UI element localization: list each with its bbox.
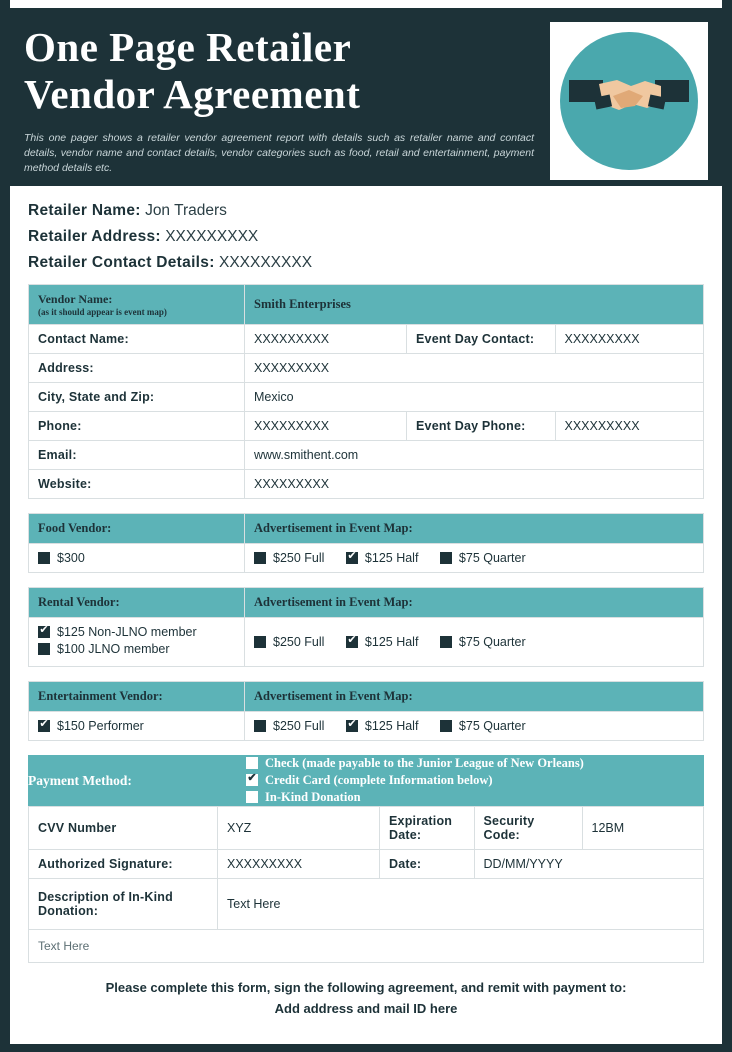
entertainment-vendor-options-row xyxy=(29,712,704,741)
table-row xyxy=(29,879,704,930)
vendor-address-value: XXXXXXXXX xyxy=(245,354,704,383)
retailer-name-row xyxy=(28,198,704,224)
checkbox-icon[interactable] xyxy=(246,791,258,803)
table-row xyxy=(29,354,704,383)
food-vendor-header-row xyxy=(29,514,704,544)
food-vendor-table xyxy=(28,513,704,573)
entertainment-vendor-ad-label: Advertisement in Event Map: xyxy=(245,682,704,712)
food-vendor-ad-options xyxy=(245,544,704,573)
retailer-name-label: Retailer Name: xyxy=(28,202,141,219)
rental-vendor-header-row xyxy=(29,588,704,618)
logo-panel xyxy=(550,22,708,180)
checkbox-option[interactable] xyxy=(246,772,704,789)
checkbox-icon[interactable] xyxy=(254,636,266,648)
vendor-contact-name-value: XXXXXXXXX xyxy=(245,325,407,354)
table-row xyxy=(29,412,704,441)
signature-value: XXXXXXXXX xyxy=(218,850,380,879)
checkbox-option[interactable] xyxy=(246,755,704,772)
payment-method-label: Payment Method: xyxy=(28,755,246,806)
event-day-contact-value: XXXXXXXXX xyxy=(555,325,704,354)
checkbox-label: $300 xyxy=(57,551,85,565)
retailer-address-row xyxy=(28,224,704,250)
checkbox-option[interactable] xyxy=(346,719,419,733)
donation-description-label: Description of In-Kind Donation: xyxy=(29,879,218,930)
checkbox-label: $250 Full xyxy=(273,551,325,565)
checkbox-label: $250 Full xyxy=(273,635,325,649)
checkbox-option[interactable] xyxy=(246,789,704,806)
entertainment-vendor-label: Entertainment Vendor: xyxy=(29,682,245,712)
checkbox-icon[interactable] xyxy=(246,757,258,769)
table-row xyxy=(29,850,704,879)
page-header xyxy=(10,8,722,186)
date-value: DD/MM/YYYY xyxy=(474,850,704,879)
checkbox-option[interactable] xyxy=(440,719,526,733)
checkbox-label: $100 JLNO member xyxy=(57,642,170,656)
rental-vendor-ad-label: Advertisement in Event Map: xyxy=(245,588,704,618)
security-code-label: Security Code: xyxy=(474,807,582,850)
food-vendor-options xyxy=(29,544,245,573)
table-row xyxy=(29,441,704,470)
payment-method-block xyxy=(28,755,704,806)
checkbox-option[interactable] xyxy=(38,551,85,565)
rental-vendor-options-row xyxy=(29,618,704,667)
bottom-border xyxy=(0,1044,732,1052)
food-vendor-options-row xyxy=(29,544,704,573)
retailer-contact-value: XXXXXXXXX xyxy=(218,254,313,271)
footnote-text: Text Here xyxy=(28,930,704,963)
signature-label: Authorized Signature: xyxy=(29,850,218,879)
rental-vendor-label: Rental Vendor: xyxy=(29,588,245,618)
checkbox-label: $125 Half xyxy=(364,719,419,733)
checkbox-label: $250 Full xyxy=(273,719,325,733)
checkbox-label: $125 Half xyxy=(364,635,419,649)
right-border xyxy=(722,0,732,1052)
entertainment-vendor-ad-options xyxy=(245,712,704,741)
table-row xyxy=(29,383,704,412)
card-details-table xyxy=(28,806,704,930)
checkbox-label: $125 Non-JLNO member xyxy=(57,625,197,639)
table-row xyxy=(29,807,704,850)
checkbox-icon[interactable] xyxy=(246,774,258,786)
checkbox-option[interactable] xyxy=(254,635,324,649)
food-vendor-ad-label: Advertisement in Event Map: xyxy=(245,514,704,544)
checkbox-label: $75 Quarter xyxy=(458,551,526,565)
table-row xyxy=(29,325,704,354)
left-border xyxy=(0,0,10,1052)
checkbox-icon[interactable] xyxy=(254,552,266,564)
checkbox-label: Check (made payable to the Junior League of New Orleans) xyxy=(265,756,584,770)
checkbox-option[interactable] xyxy=(38,642,235,656)
event-day-phone-value: XXXXXXXXX xyxy=(555,412,704,441)
rental-vendor-ad-options xyxy=(245,618,704,667)
checkbox-option[interactable] xyxy=(254,719,324,733)
checkbox-icon[interactable] xyxy=(440,720,452,732)
page-subtitle: This one pager shows a retailer vendor agreement report with details such as retailer name and contact details, vendor name and contact details, vendor categories such as food, retail and entertainment, payment method details etc. xyxy=(24,132,534,174)
donation-description-value: Text Here xyxy=(218,879,704,930)
event-day-phone-label: Event Day Phone: xyxy=(407,412,556,441)
vendor-website-label: Website: xyxy=(29,470,245,499)
vendor-contact-name-label: Contact Name: xyxy=(29,325,245,354)
page-title-line2: Vendor Agreement xyxy=(24,71,361,117)
checkbox-label: Credit Card (complete Information below) xyxy=(265,773,493,787)
entertainment-vendor-header-row xyxy=(29,682,704,712)
checkbox-label: $125 Half xyxy=(364,551,419,565)
checkbox-icon[interactable] xyxy=(346,720,358,732)
handshake-icon xyxy=(560,32,698,170)
cvv-value: XYZ xyxy=(218,807,380,850)
vendor-name-label-line2: (as it should appear is event map) xyxy=(38,307,167,317)
cvv-label: CVV Number xyxy=(29,807,218,850)
checkbox-icon[interactable] xyxy=(440,636,452,648)
vendor-phone-value: XXXXXXXXX xyxy=(245,412,407,441)
checkbox-icon[interactable] xyxy=(440,552,452,564)
entertainment-vendor-options xyxy=(29,712,245,741)
checkbox-label: $150 Performer xyxy=(57,719,144,733)
retailer-contact-label: Retailer Contact Details: xyxy=(28,254,215,271)
checkbox-option[interactable] xyxy=(346,551,419,565)
checkbox-icon[interactable] xyxy=(38,626,50,638)
checkbox-label: In-Kind Donation xyxy=(265,790,361,804)
vendor-phone-label: Phone: xyxy=(29,412,245,441)
page-title xyxy=(24,24,538,118)
rental-vendor-options xyxy=(29,618,245,667)
event-day-contact-label: Event Day Contact: xyxy=(407,325,556,354)
date-label: Date: xyxy=(380,850,475,879)
vendor-email-label: Email: xyxy=(29,441,245,470)
payment-method-options xyxy=(246,755,704,806)
vendor-name-header-row xyxy=(29,285,704,325)
vendor-name-value: Smith Enterprises xyxy=(245,285,704,325)
retailer-address-label: Retailer Address: xyxy=(28,228,161,245)
checkbox-label: $75 Quarter xyxy=(458,719,526,733)
vendor-city-label: City, State and Zip: xyxy=(29,383,245,412)
retailer-contact-row xyxy=(28,250,704,276)
vendor-city-value: Mexico xyxy=(245,383,704,412)
checkbox-icon[interactable] xyxy=(346,552,358,564)
page-title-line1: One Page Retailer xyxy=(24,24,352,70)
security-code-value: 12BM xyxy=(582,807,704,850)
checkbox-icon[interactable] xyxy=(254,720,266,732)
vendor-email-value: www.smithent.com xyxy=(245,441,704,470)
retailer-address-value: XXXXXXXXX xyxy=(165,228,259,245)
checkbox-icon[interactable] xyxy=(38,720,50,732)
document-body xyxy=(10,186,722,1019)
page-inner xyxy=(10,8,722,1044)
table-row xyxy=(29,470,704,499)
checkbox-label: $75 Quarter xyxy=(458,635,526,649)
vendor-name-label-line1: Vendor Name: xyxy=(38,292,113,306)
checkbox-option[interactable] xyxy=(346,635,419,649)
footer-line-1: Please complete this form, sign the following agreement, and remit with payment to: xyxy=(105,980,627,995)
vendor-name-label xyxy=(29,285,245,325)
checkbox-option[interactable] xyxy=(440,635,526,649)
checkbox-icon[interactable] xyxy=(38,643,50,655)
vendor-details-table xyxy=(28,284,704,499)
checkbox-option[interactable] xyxy=(38,719,144,733)
header-text-block xyxy=(24,16,550,176)
checkbox-option[interactable] xyxy=(440,551,526,565)
entertainment-vendor-table xyxy=(28,681,704,741)
rental-vendor-table xyxy=(28,587,704,667)
checkbox-icon[interactable] xyxy=(38,552,50,564)
checkbox-option[interactable] xyxy=(254,551,324,565)
footer-message xyxy=(28,977,704,1019)
retailer-name-value: Jon Traders xyxy=(145,202,227,219)
checkbox-icon[interactable] xyxy=(346,636,358,648)
expiration-label: Expiration Date: xyxy=(380,807,475,850)
vendor-website-value: XXXXXXXXX xyxy=(245,470,704,499)
checkbox-option[interactable] xyxy=(38,625,235,639)
footer-line-2: Add address and mail ID here xyxy=(274,1001,458,1016)
vendor-address-label: Address: xyxy=(29,354,245,383)
food-vendor-label: Food Vendor: xyxy=(29,514,245,544)
